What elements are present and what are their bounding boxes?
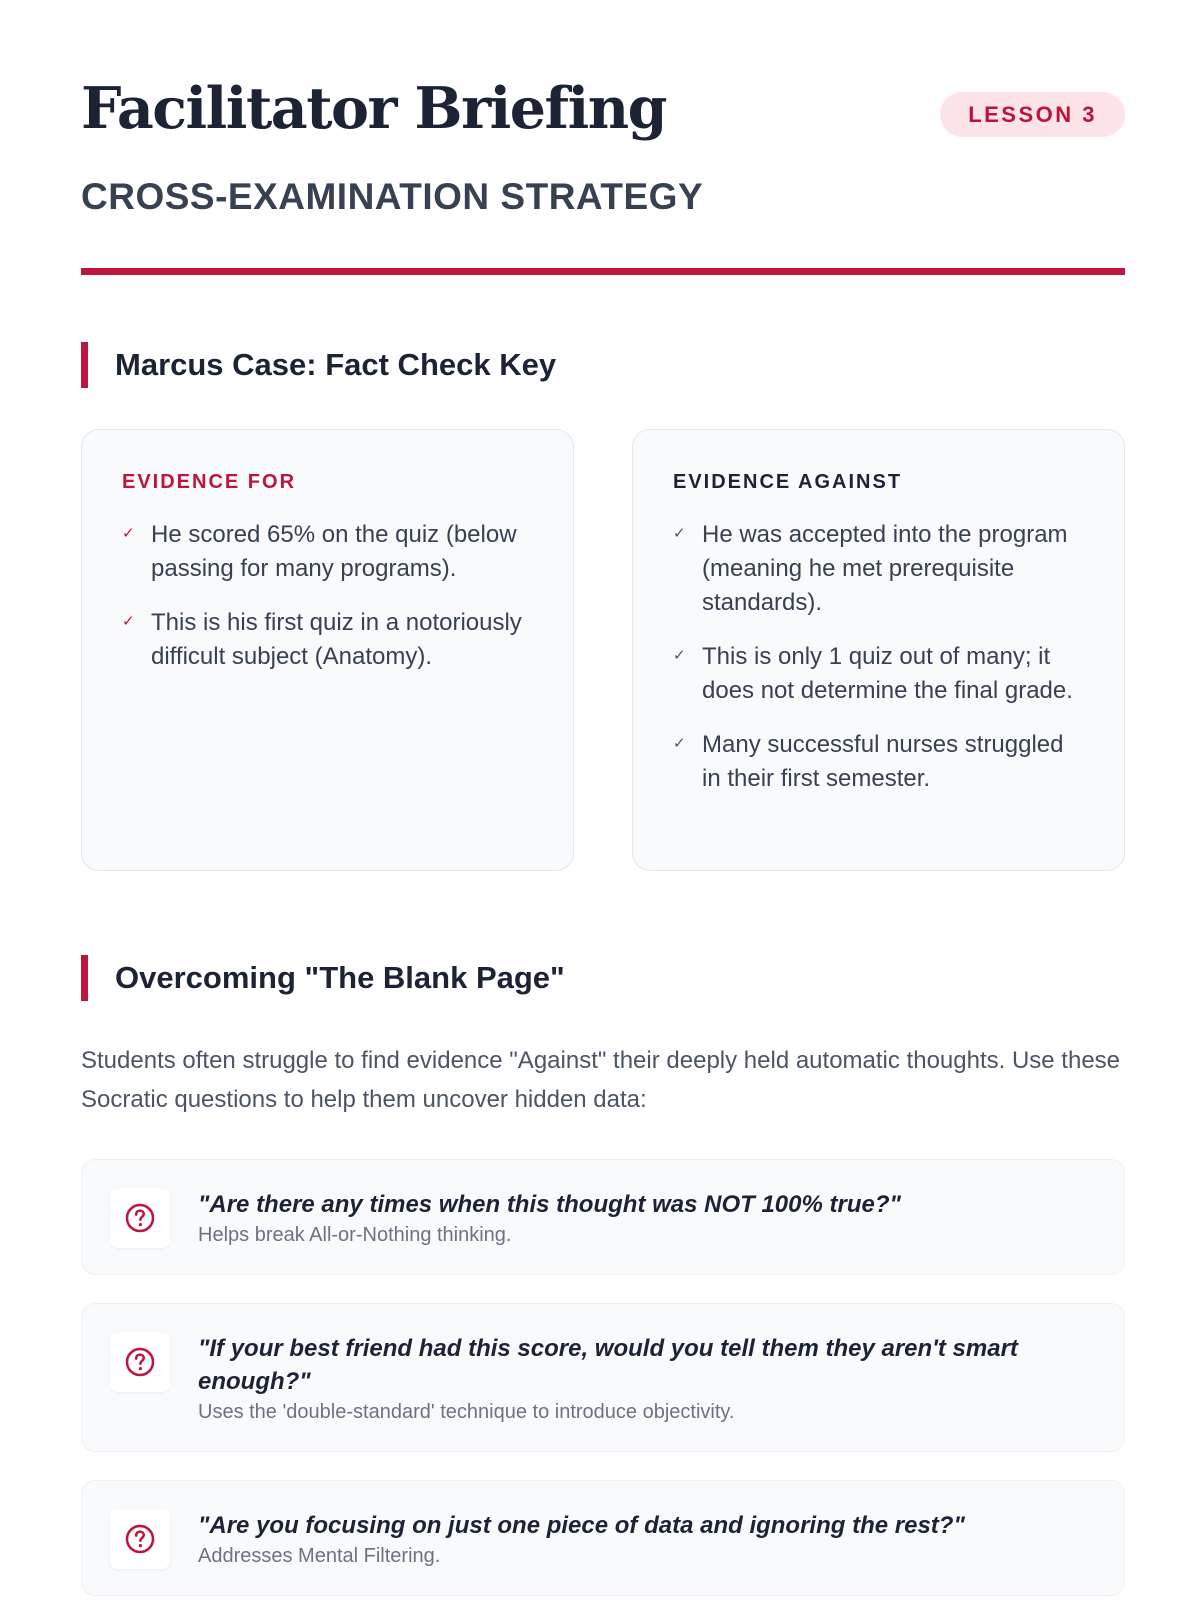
evidence-for-title: EVIDENCE FOR xyxy=(122,471,297,493)
page-subtitle: CROSS-EXAMINATION STRATEGY xyxy=(81,176,704,217)
header-divider xyxy=(81,268,1125,275)
socratic-question: "If your best friend had this score, would you tell them they aren't smart enough?" xyxy=(198,1335,1018,1395)
question-circle-icon xyxy=(124,1523,156,1555)
page-title: Facilitator Briefing xyxy=(81,75,667,142)
socratic-question: "Are you focusing on just one piece of data and ignoring the rest?" xyxy=(198,1512,965,1539)
list-item xyxy=(673,728,1086,796)
check-icon: ✓ xyxy=(673,525,686,542)
list-item xyxy=(122,606,535,674)
fact-check-heading: Marcus Case: Fact Check Key xyxy=(81,342,1125,388)
question-icon-box xyxy=(110,1188,170,1248)
question-card xyxy=(81,1303,1125,1452)
evidence-text: This is his first quiz in a notoriously difficult subject (Anatomy). xyxy=(151,609,522,670)
question-card xyxy=(81,1480,1125,1596)
evidence-against-card xyxy=(632,429,1125,871)
evidence-text: He scored 65% on the quiz (below passing for many programs). xyxy=(151,521,517,582)
evidence-against-list xyxy=(673,518,1086,796)
briefing-page xyxy=(81,0,1125,1567)
lesson-badge: LESSON 3 xyxy=(940,92,1125,137)
evidence-text: This is only 1 quiz out of many; it does not determine the final grade. xyxy=(702,643,1073,704)
check-icon: ✓ xyxy=(673,647,686,664)
question-body xyxy=(198,1332,1084,1425)
question-note: Addresses Mental Filtering. xyxy=(198,1545,441,1567)
list-item xyxy=(673,640,1086,708)
question-card xyxy=(81,1159,1125,1275)
evidence-for-list xyxy=(122,518,535,674)
page-header xyxy=(81,0,1125,275)
check-icon: ✓ xyxy=(122,613,135,630)
question-icon-box xyxy=(110,1509,170,1569)
socratic-question: "Are there any times when this thought was NOT 100% true?" xyxy=(198,1191,901,1218)
evidence-for-card xyxy=(81,429,574,871)
evidence-text: He was accepted into the program (meaning he met prerequisite standards). xyxy=(702,521,1068,616)
check-icon: ✓ xyxy=(673,735,686,752)
check-icon: ✓ xyxy=(122,525,135,542)
blank-page-heading: Overcoming "The Blank Page" xyxy=(81,955,1125,1001)
question-icon-box xyxy=(110,1332,170,1392)
evidence-against-title: EVIDENCE AGAINST xyxy=(673,471,903,493)
evidence-text: Many successful nurses struggled in their first semester. xyxy=(702,731,1064,792)
question-circle-icon xyxy=(124,1202,156,1234)
question-body xyxy=(198,1188,1084,1248)
question-note: Helps break All-or-Nothing thinking. xyxy=(198,1224,512,1246)
blank-page-intro: Students often struggle to find evidence "Against" their deeply held automatic thoughts. Use these Socratic questions to help them uncover hidden data: xyxy=(81,1047,1121,1113)
list-item xyxy=(122,518,535,586)
question-body xyxy=(198,1509,1084,1569)
question-note: Uses the 'double-standard' technique to introduce objectivity. xyxy=(198,1401,735,1423)
question-circle-icon xyxy=(124,1346,156,1378)
list-item xyxy=(673,518,1086,620)
